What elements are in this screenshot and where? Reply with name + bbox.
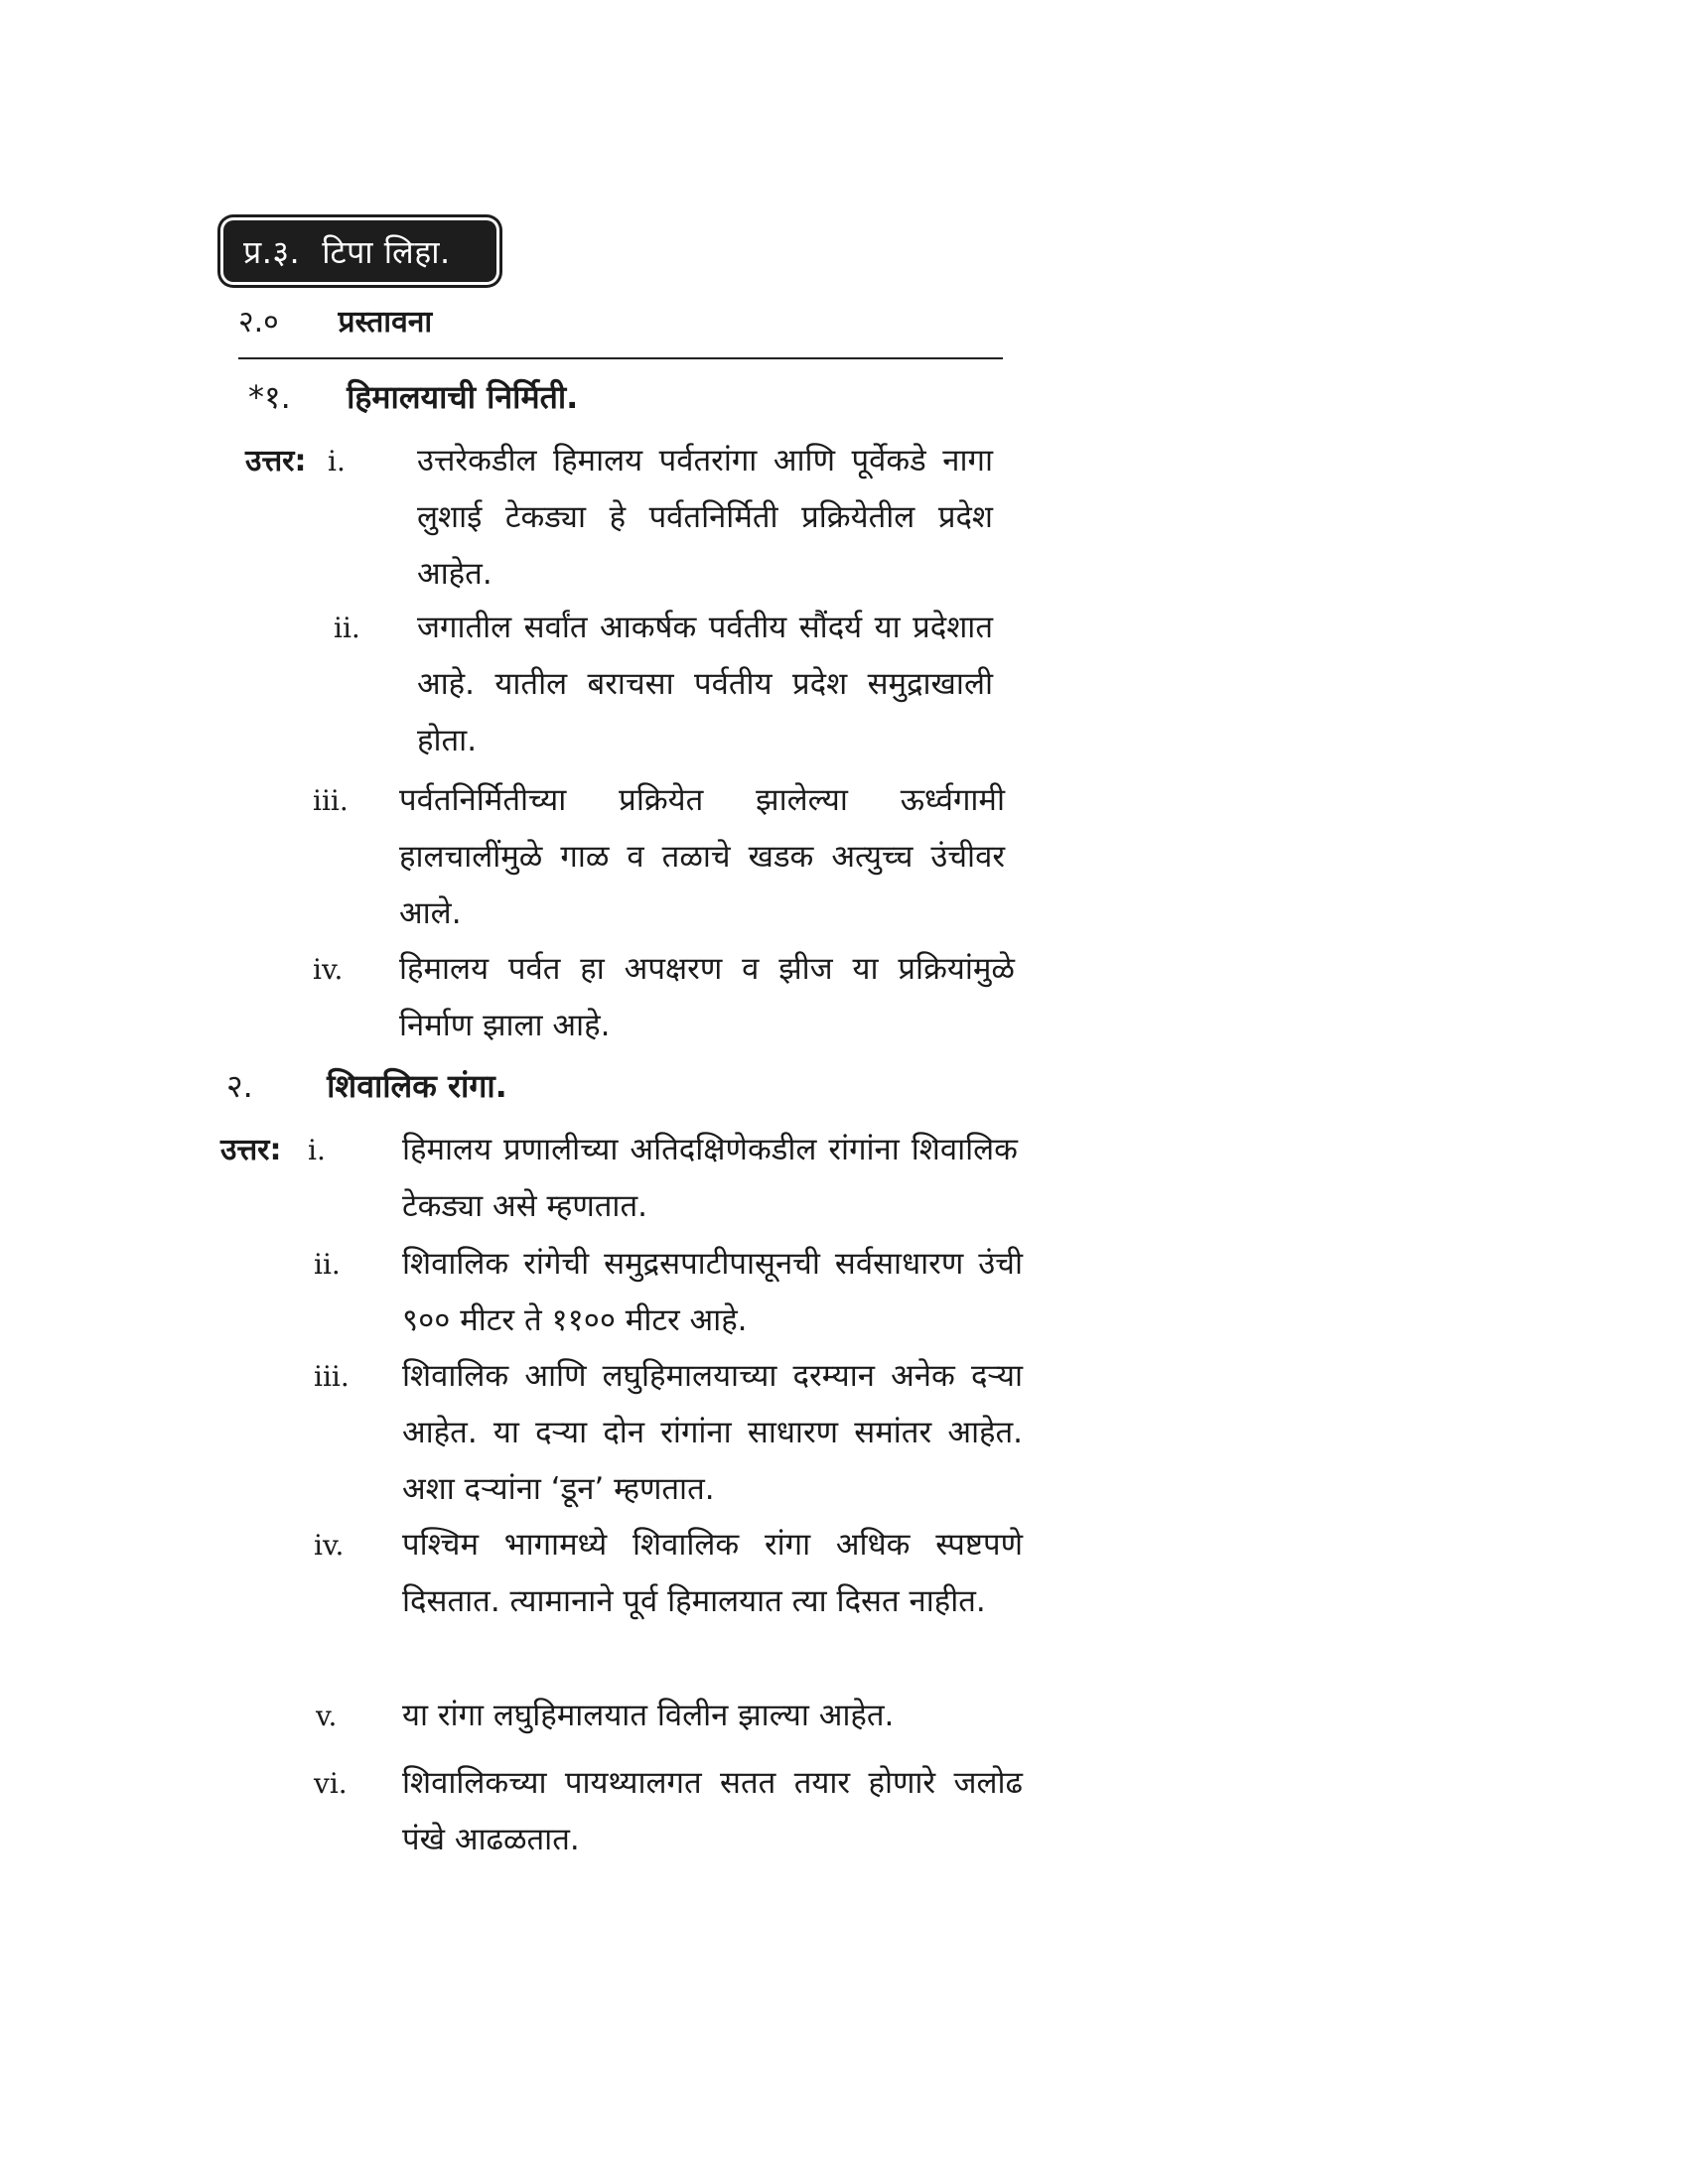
point-text: जगातील सर्वांत आकर्षक पर्वतीय सौंदर्य या प्रदेशात आहे. यातील बराचसा पर्वतीय प्रदेश समुद्राखाली होता. [417, 610, 993, 758]
point-text: हिमालय पर्वत हा अपक्षरण व झीज या प्रक्रियांमुळे निर्माण झाला आहे. [399, 951, 1015, 1043]
section-header [238, 300, 432, 341]
point-text: शिवालिक रांगेची समुद्रसपाटीपासूनची सर्वसाधारण उंची ९०० मीटर ते ११०० मीटर आहे. [402, 1246, 1023, 1338]
section-divider [238, 357, 1003, 359]
question-title-text: हिमालयाची निर्मिती. [347, 378, 579, 416]
point-number: iv. [313, 953, 344, 986]
answer-label: उत्तर: [220, 1133, 282, 1167]
section-number: २.० [238, 305, 279, 340]
point-number: iii. [313, 784, 349, 817]
point-number: vi. [314, 1767, 348, 1800]
point-number: iii. [314, 1360, 350, 1393]
question-2-title [226, 1064, 507, 1107]
question-number: २. [226, 1067, 253, 1105]
question-number: *१. [248, 378, 291, 416]
question-1-title [248, 375, 578, 418]
point-text: उत्तरेकडील हिमालय पर्वतरांगा आणि पूर्वेकडे नागा लुशाई टेकड्या हे पर्वतनिर्मिती प्रक्रियेतील प्रदेश आहेत. [417, 443, 993, 592]
point-number: i. [308, 1134, 326, 1166]
point-number: iv. [314, 1529, 345, 1562]
point-number: ii. [334, 612, 360, 644]
point-text: या रांगा लघुहिमालयात विलीन झाल्या आहेत. [402, 1698, 895, 1733]
point-text: पर्वतनिर्मितीच्या प्रक्रियेत झालेल्या ऊर्ध्वगामी हालचालींमुळे गाळ व तळाचे खडक अत्युच्च उंचीवर आले. [399, 782, 1005, 931]
point-number: v. [316, 1700, 338, 1732]
point-text: हिमालय प्रणालीच्या अतिदक्षिणेकडील रांगांना शिवालिक टेकड्या असे म्हणतात. [402, 1132, 1018, 1224]
point-number: i. [328, 445, 346, 478]
heading-number: प्र.३. [243, 232, 301, 271]
heading-title: टिपा लिहा. [322, 232, 451, 271]
section-title: प्रस्तावना [338, 305, 433, 340]
point-text: शिवालिक आणि लघुहिमालयाच्या दरम्यान अनेक दऱ्या आहेत. या दऱ्या दोन रांगांना साधारण समांतर आहेत. अशा दऱ्यांना ‘डून’ म्हणतात. [402, 1358, 1023, 1507]
answer-label: उत्तर: [245, 444, 307, 478]
question-title-text: शिवालिक रांगा. [327, 1067, 507, 1105]
point-text: शिवालिकच्या पायथ्यालगत सतत तयार होणारे जलोढ पंखे आढळतात. [402, 1765, 1023, 1857]
point-text: पश्चिम भागामध्ये शिवालिक रांगा अधिक स्पष्टपणे दिसतात. त्यामानाने पूर्व हिमालयात त्या दिसत नाहीत. [402, 1527, 1023, 1619]
question-heading-box [223, 220, 496, 282]
point-number: ii. [314, 1248, 341, 1281]
